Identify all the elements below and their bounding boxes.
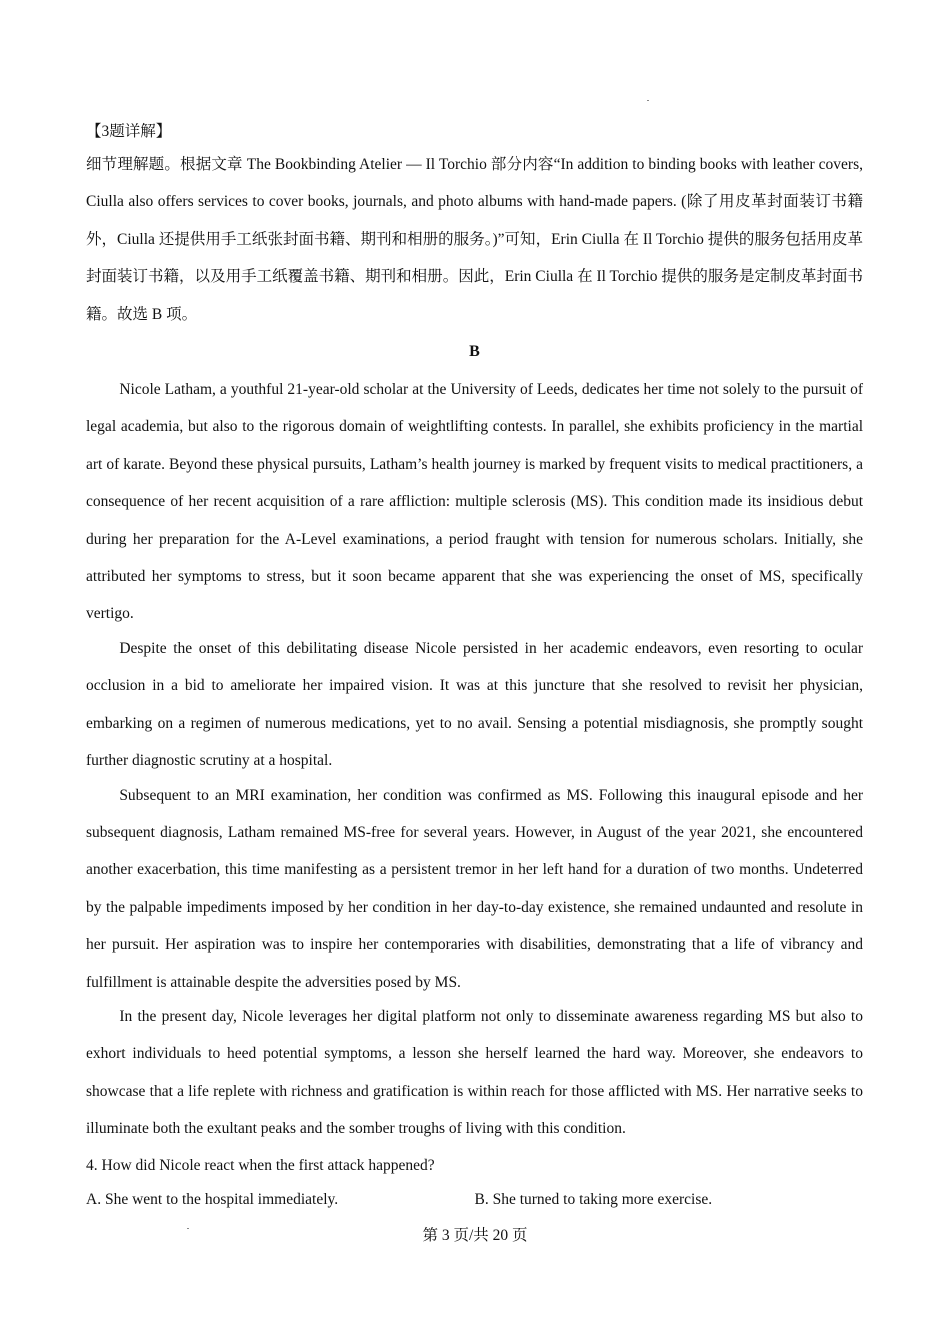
option-b: B. She turned to taking more exercise. <box>474 1190 713 1208</box>
option-a: A. She went to the hospital immediately. <box>86 1190 339 1208</box>
page-footer: 第 3 页/共 20 页 <box>422 1227 528 1244</box>
question-text: 4. How did Nicole react when the first attack happened? <box>86 1156 435 1174</box>
scan-dot-top <box>647 100 649 101</box>
section-title: B <box>469 343 480 361</box>
explanation-heading: 【3题详解】 <box>86 123 172 140</box>
explanation-body: 细节理解题。根据文章 The Bookbinding Atelier — Il Torchio 部分内容“In addition to binding books with leather covers, Ciulla also offers services to cover books, journals, and photo albums with hand-made papers. (除了用皮革封面装订书籍外，Ciulla 还提供用手工纸张封面书籍、期刊和相册的服务。)”可知，Erin Ciulla 在 Il Torchio 提供的服务包括用皮革封面装订书籍，以及用手工纸覆盖书籍、期刊和相册。因此，Erin Ciulla 在 Il Torchio 提供的服务是定制皮革封面书籍。故选 B 项。 <box>86 156 863 323</box>
passage-paragraph-1: Nicole Latham, a youthful 21-year-old scholar at the University of Leeds, dedicates her time not solely to the pursuit of legal academia, but also to the rigorous domain of weightlifting contests. In parallel, she exhibits proficiency in the martial art of karate. Beyond these physical pursuits, Latham’s health journey is marked by frequent visits to medical practitioners, a consequence of her recent acquisition of a rare affliction: multiple sclerosis (MS). This condition made its insidious debut during her preparation for the A-Level examinations, a period fraught with tension for numerous scholars. Initially, she attributed her symptoms to stress, but it soon became apparent that she was experiencing the onset of MS, specifically vertigo. <box>86 381 863 623</box>
document-page <box>86 118 863 1217</box>
passage-paragraph-2: Despite the onset of this debilitating disease Nicole persisted in her academic endeavors, even resorting to ocular occlusion in a bid to ameliorate her impaired vision. It was at this juncture that she resolved to revisit her physician, embarking on a regimen of numerous medications, yet to no avail. Sensing a potential misdiagnosis, she promptly sought further diagnostic scrutiny at a hospital. <box>86 639 863 770</box>
answer-options <box>86 1183 863 1217</box>
passage-paragraph-4: In the present day, Nicole leverages her digital platform not only to disseminate awareness regarding MS but also to exhort individuals to heed potential symptoms, a lesson she herself learned the hard way. Moreover, she endeavors to showcase that a life replete with richness and gratification is within reach for those afflicted with MS. Her narrative seeks to illuminate both the exultant peaks and the somber troughs of living with this condition. <box>86 1007 863 1138</box>
passage-paragraph-3: Subsequent to an MRI examination, her condition was confirmed as MS. Following this inaugural episode and her subsequent diagnosis, Latham remained MS-free for several years. However, in August of the year 2021, she encountered another exacerbation, this time manifesting as a persistent tremor in her left hand for a duration of two months. Undeterred by the palpable impediments imposed by her condition in her day-to-day existence, she remained undaunted and resolute in her pursuit. Her aspiration was to inspire her contemporaries with disabilities, demonstrating that a life of vibrancy and fulfillment is attainable despite the adversities posed by MS. <box>86 786 863 991</box>
